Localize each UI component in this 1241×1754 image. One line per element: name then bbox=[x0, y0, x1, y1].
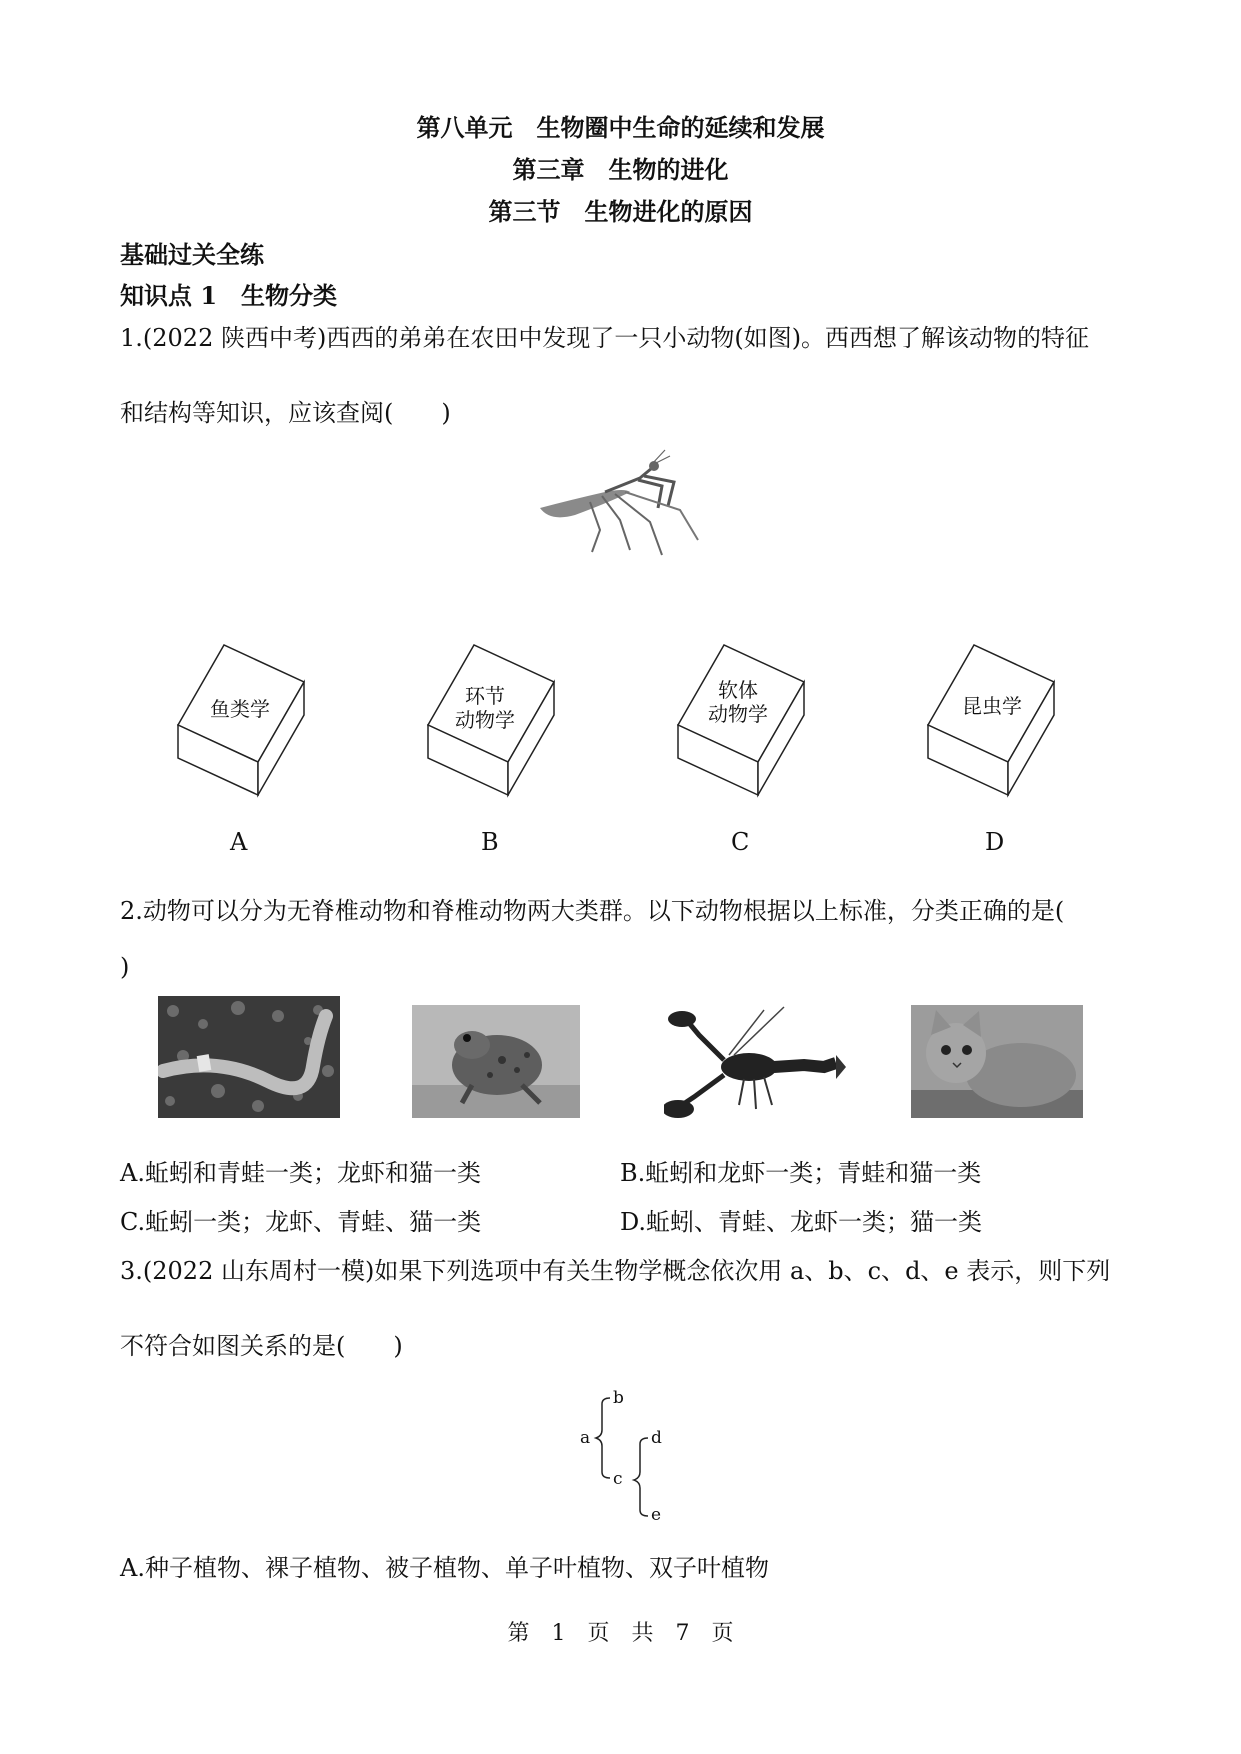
book-b-letter: B bbox=[481, 828, 499, 856]
book-a-title: 鱼类学 bbox=[210, 697, 270, 721]
mantis-image bbox=[530, 440, 710, 560]
q2-line1: 2.动物可以分为无脊椎动物和脊椎动物两大类群。以下动物根据以上标准，分类正确的是( bbox=[120, 897, 1065, 925]
book-c-letter: C bbox=[731, 828, 750, 856]
tree-node-c: c bbox=[613, 1469, 623, 1489]
concept-tree-diagram bbox=[570, 1390, 670, 1520]
tree-node-b: b bbox=[613, 1388, 624, 1408]
section-title: 第三节 生物进化的原因 bbox=[488, 197, 753, 226]
q3-line1: 3.(2022 山东周村一模)如果下列选项中有关生物学概念依次用 a、b、c、d、e 表示，则下列 bbox=[120, 1257, 1111, 1285]
q2-option-d: D.蚯蚓、青蛙、龙虾一类；猫一类 bbox=[620, 1208, 983, 1236]
book-a-letter: A bbox=[230, 828, 248, 856]
lobster-image bbox=[664, 1005, 846, 1121]
tree-node-a: a bbox=[580, 1428, 591, 1448]
q1-line1: 1.(2022 陕西中考)西西的弟弟在农田中发现了一只小动物(如图)。西西想了解该动物的特征 bbox=[120, 324, 1090, 352]
frog-image bbox=[412, 1005, 580, 1118]
q2-option-b: B.蚯蚓和龙虾一类；青蛙和猫一类 bbox=[620, 1159, 982, 1187]
q3-option-a: A.种子植物、裸子植物、被子植物、单子叶植物、双子叶植物 bbox=[120, 1554, 769, 1582]
tree-node-e: e bbox=[651, 1505, 662, 1525]
q2-option-c: C.蚯蚓一类；龙虾、青蛙、猫一类 bbox=[120, 1208, 482, 1236]
q2-option-a: A.蚯蚓和青蛙一类；龙虾和猫一类 bbox=[120, 1159, 481, 1187]
page-footer: 第 1 页 共 7 页 bbox=[507, 1621, 734, 1646]
q1-line2: 和结构等知识，应该查阅( ) bbox=[120, 399, 451, 427]
book-c-title: 软体 动物学 bbox=[708, 678, 768, 726]
book-d-letter: D bbox=[985, 828, 1005, 856]
kitten-image bbox=[911, 1005, 1083, 1118]
unit-title: 第八单元 生物圈中生命的延续和发展 bbox=[416, 113, 825, 142]
q2-line2: ) bbox=[120, 953, 130, 981]
practice-heading: 基础过关全练 bbox=[120, 240, 264, 269]
chapter-title: 第三章 生物的进化 bbox=[512, 155, 729, 184]
book-d-title: 昆虫学 bbox=[962, 694, 1022, 718]
book-d-image bbox=[926, 640, 1056, 800]
knowledge-point-heading: 知识点 1 生物分类 bbox=[120, 281, 338, 310]
earthworm-image bbox=[158, 996, 340, 1118]
book-b-title: 环节 动物学 bbox=[455, 684, 515, 732]
tree-node-d: d bbox=[651, 1428, 662, 1448]
q3-line2: 不符合如图关系的是( ) bbox=[120, 1332, 403, 1360]
